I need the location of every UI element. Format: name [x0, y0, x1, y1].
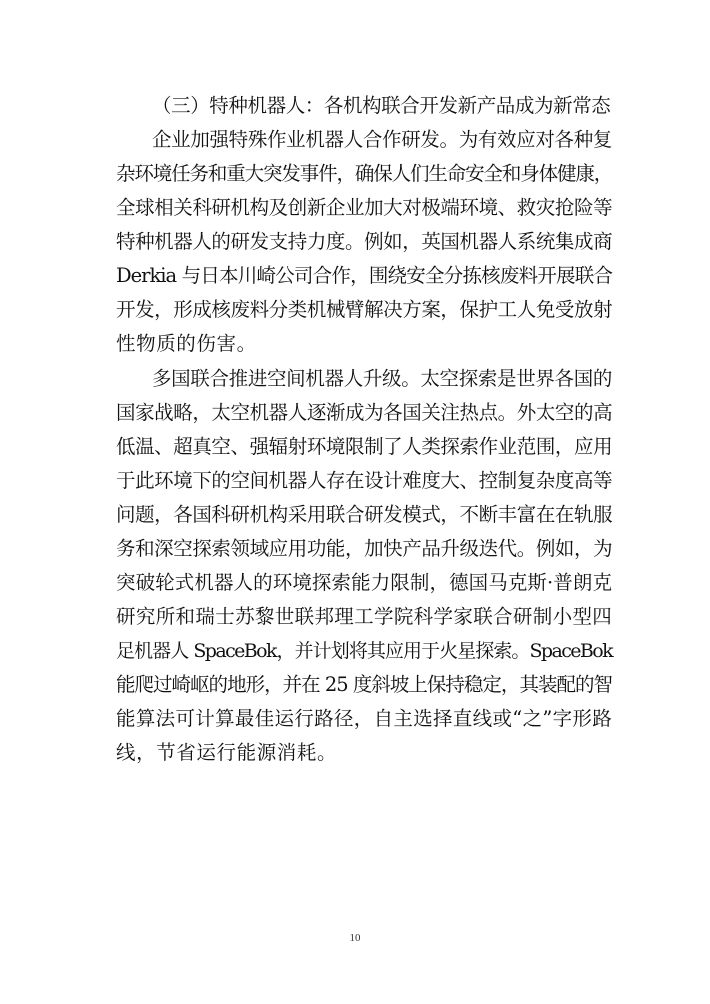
paragraph-1-line-3: 全球相关科研机构及创新企业加大对极端环境、救灾抢险等 [116, 196, 612, 219]
paragraph-1-line-1: 企业加强特殊作业机器人合作研发。为有效应对各种复 [152, 128, 612, 151]
paragraph-2-line-7: 突破轮式机器人的环境探索能力限制，德国马克斯·普朗克 [116, 571, 612, 594]
page-number: 10 [349, 932, 361, 944]
paragraph-1-line-2: 杂环境任务和重大突发事件，确保人们生命安全和身体健康， [116, 162, 612, 185]
paragraph-2-line-8: 研究所和瑞士苏黎世联邦理工学院科学家联合研制小型四 [116, 605, 612, 628]
paragraph-2-line-1: 多国联合推进空间机器人升级。太空探索是世界各国的 [152, 367, 612, 390]
paragraph-2-line-9: 足机器人 SpaceBok，并计划将其应用于火星探索。SpaceBok [116, 640, 612, 662]
paragraph-2-line-5: 问题，各国科研机构采用联合研发模式，不断丰富在在轨服 [116, 503, 612, 526]
paragraph-2-line-6: 务和深空探索领域应用功能，加快产品升级迭代。例如，为 [116, 537, 612, 560]
paragraph-1-line-6: 开发，形成核废料分类机械臂解决方案，保护工人免受放射 [116, 298, 612, 321]
paragraph-2-line-3: 低温、超真空、强辐射环境限制了人类探索作业范围，应用 [116, 435, 612, 458]
paragraph-1-line-7: 性物质的伤害。 [116, 332, 257, 355]
paragraph-1-line-4: 特种机器人的研发支持力度。例如，英国机器人系统集成商 [116, 230, 612, 253]
section-heading: （三）特种机器人：各机构联合开发新产品成为新常态 [152, 94, 611, 117]
paragraph-2-line-4: 于此环境下的空间机器人存在设计难度大、控制复杂度高等 [116, 469, 612, 492]
paragraph-2-line-11: 能算法可计算最佳运行路径，自主选择直线或“之”字形路 [116, 707, 612, 730]
paragraph-2-line-10: 能爬过崎岖的地形，并在 25 度斜坡上保持稳定，其装配的智 [116, 673, 612, 696]
paragraph-2-line-2: 国家战略，太空机器人逐渐成为各国关注热点。外太空的高 [116, 401, 612, 424]
paragraph-2-line-12: 线，节省运行能源消耗。 [116, 741, 338, 764]
paragraph-1-line-5: Derkia 与日本川崎公司合作，围绕安全分拣核废料开展联合 [116, 264, 612, 287]
